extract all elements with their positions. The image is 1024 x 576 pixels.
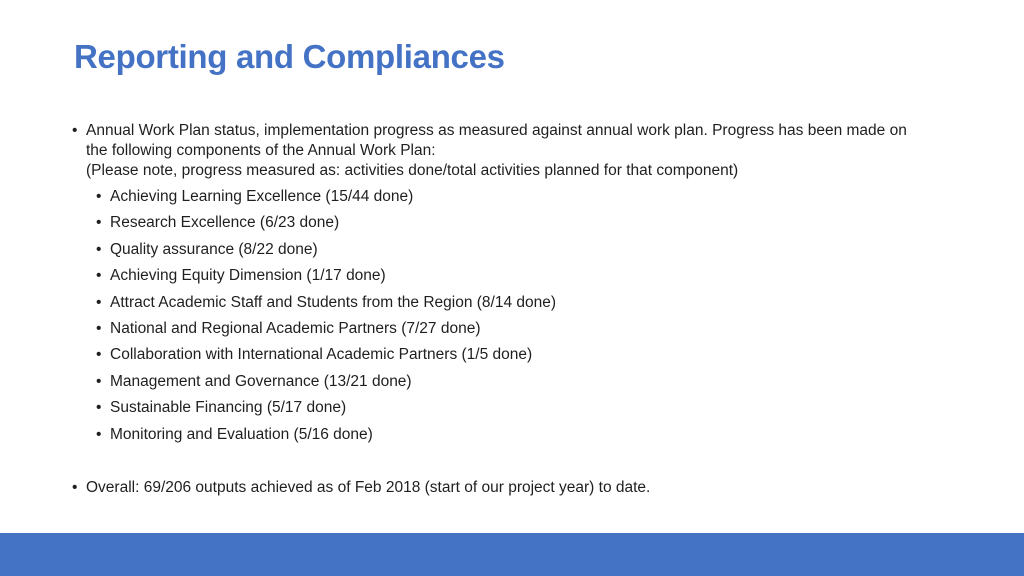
overall-text: Overall: 69/206 outputs achieved as of Feb 2018 (start of our project year) to date. [86, 479, 651, 496]
bullet-dot-icon: • [96, 267, 102, 285]
component-label: Quality assurance (8/22 done) [110, 240, 318, 258]
bullet-dot-icon: • [96, 293, 102, 311]
component-label: National and Regional Academic Partners (7/27 done) [110, 319, 481, 337]
list-item [96, 425, 952, 451]
bullet-dot-icon: • [96, 188, 102, 205]
list-item [96, 187, 952, 213]
slide-title: Reporting and Compliances [74, 38, 505, 75]
bullet-dot-icon: • [96, 214, 102, 232]
bullet-dot-icon: • [96, 240, 102, 258]
component-label: Collaboration with International Academic Partners (1/5 done) [110, 346, 533, 364]
bullet-dot-icon: • [96, 319, 102, 337]
bullet-dot-icon: • [96, 425, 102, 443]
list-item [96, 372, 952, 398]
component-label: Research Excellence (6/23 done) [110, 214, 340, 232]
list-item [96, 398, 952, 424]
bullet-dot-icon: • [96, 346, 102, 364]
component-label: Attract Academic Staff and Students from the Region (8/14 done) [110, 293, 557, 311]
component-label: Management and Governance (13/21 done) [110, 372, 412, 390]
intro-line-1: Annual Work Plan status, implementation progress as measured against annual work plan. Progress has been made on the following components of the Annual Work Plan: [86, 122, 907, 159]
list-item [96, 266, 952, 292]
component-label: Monitoring and Evaluation (5/16 done) [110, 425, 373, 443]
content-body [72, 121, 952, 451]
bullet-dot-icon: • [96, 372, 102, 390]
list-item [96, 293, 952, 319]
list-item [96, 319, 952, 345]
list-item [96, 240, 952, 266]
component-label: Achieving Equity Dimension (1/17 done) [110, 267, 386, 285]
intro-text [86, 121, 926, 181]
bullet-dot-icon: • [72, 479, 78, 496]
intro-line-2: (Please note, progress measured as: activities done/total activities planned for that component) [86, 162, 739, 179]
overall-bullet [72, 478, 650, 498]
list-item [96, 345, 952, 371]
components-list [72, 187, 952, 451]
bullet-dot-icon: • [72, 122, 78, 139]
list-item [96, 213, 952, 239]
component-label: Achieving Learning Excellence (15/44 done) [110, 188, 414, 205]
bullet-dot-icon: • [96, 399, 102, 417]
intro-bullet [72, 121, 952, 181]
footer-bar [0, 533, 1024, 576]
component-label: Sustainable Financing (5/17 done) [110, 399, 347, 417]
